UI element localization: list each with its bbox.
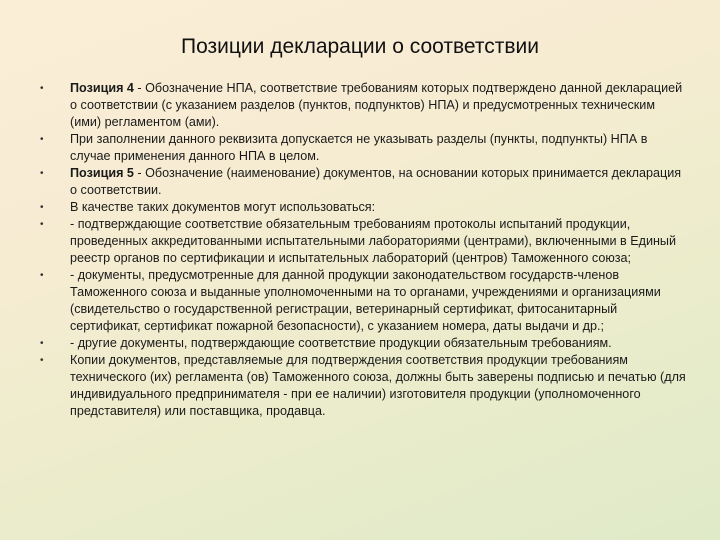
item-text: Копии документов, представляемые для подтверждения соответствия продукции требованиям технического (их) регламента (ов) Таможенного союза, должны быть заверены подписью и печатью (для индивидуального предпринимателя - при ее наличии) изготовителя продукции (уполномоченного представителя) или поставщика, продавца. [70, 353, 686, 418]
item-text: - Обозначение (наименование) документов, на основании которых принимается декларация о соответствии. [70, 166, 682, 197]
list-item [38, 80, 688, 131]
bullet-icon: • [40, 355, 44, 366]
bullet-icon: • [40, 219, 44, 230]
bullet-list [38, 80, 688, 420]
list-item [38, 165, 688, 199]
slide-title: Позиции декларации о соответствии [181, 35, 539, 58]
bullet-icon: • [40, 83, 44, 94]
item-text: - документы, предусмотренные для данной продукции законодательством государств-членов Таможенного союза и выданные уполномоченными на то органами, учреждениями и организациями (свидетельство о государственной регистрации, ветеринарный сертификат, фитосанитарный сертификат, сертификат пожарной безопасности), с указанием номера, даты выдачи и др.; [70, 268, 661, 333]
bullet-icon: • [40, 134, 44, 145]
list-item [38, 131, 688, 165]
list-item [38, 267, 688, 335]
list-item [38, 352, 688, 420]
position-label: Позиция 4 [70, 81, 134, 95]
bullet-icon: • [40, 270, 44, 281]
item-text: В качестве таких документов могут использоваться: [70, 200, 376, 214]
position-label: Позиция 5 [70, 166, 134, 180]
list-item [38, 335, 688, 352]
list-item [38, 199, 688, 216]
item-text: - Обозначение НПА, соответствие требованиям которых подтверждено данной декларацией о соответствии (с указанием разделов (пунктов, подпунктов) НПА) и предусмотренных техническим (ими) регламентом (ами). [70, 81, 683, 129]
bullet-icon: • [40, 338, 44, 349]
item-text: - подтверждающие соответствие обязательным требованиям протоколы испытаний продукции, проведенных аккредитованными испытательными лабораториями (центрами), включенными в Единый реестр органов по сертификации и испытательных лабораторий (центров) Таможенного союза; [70, 217, 677, 265]
item-text: - другие документы, подтверждающие соответствие продукции обязательным требованиям. [70, 336, 612, 350]
item-text: При заполнении данного реквизита допускается не указывать разделы (пункты, подпункты) НПА в случае применения данного НПА в целом. [70, 132, 648, 163]
bullet-icon: • [40, 202, 44, 213]
bullet-icon: • [40, 168, 44, 179]
list-item [38, 216, 688, 267]
